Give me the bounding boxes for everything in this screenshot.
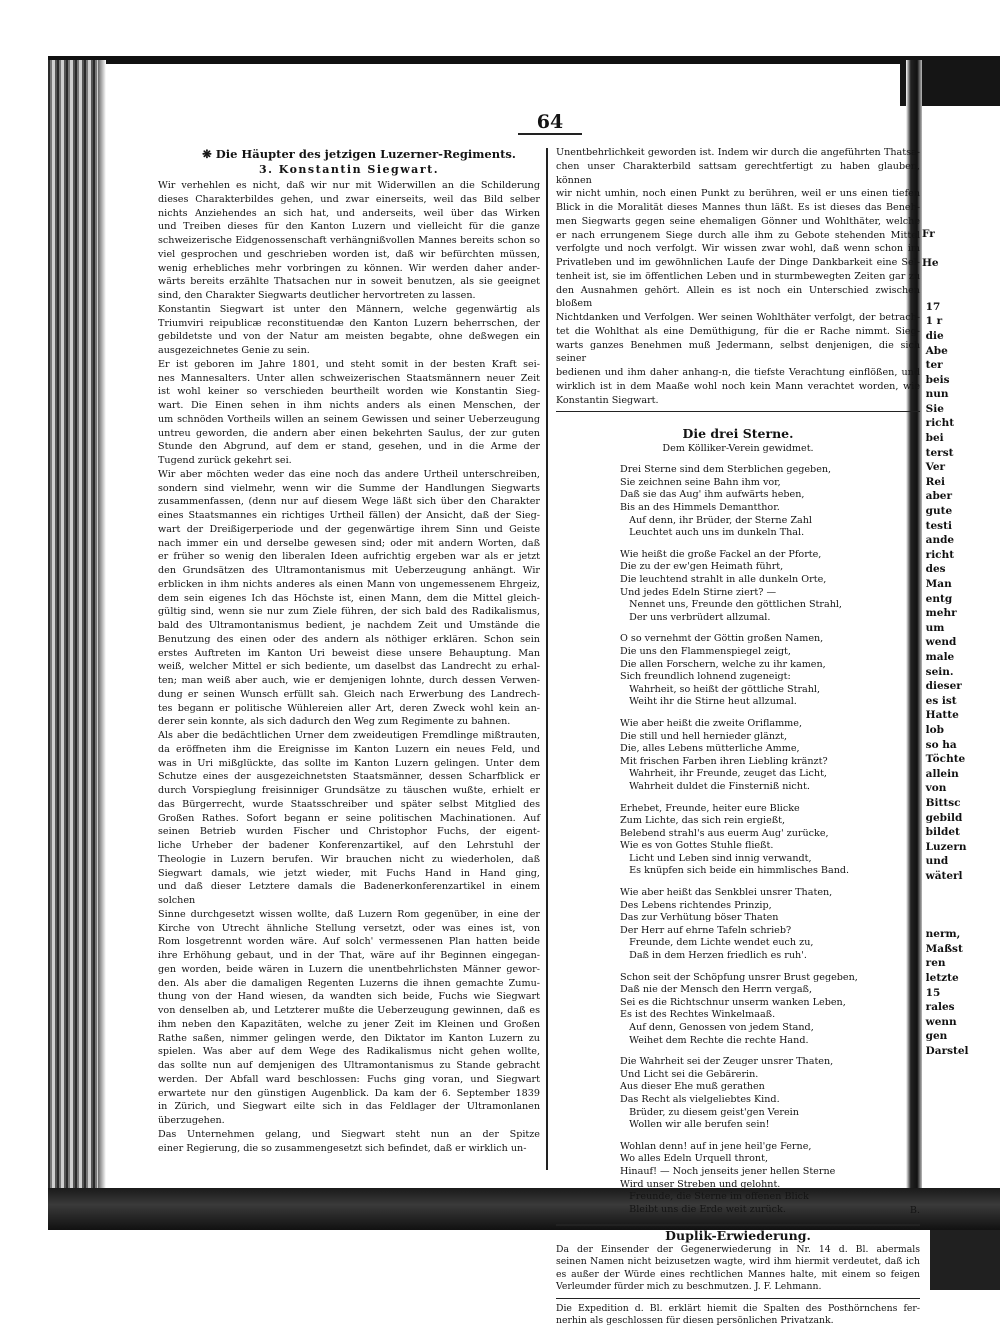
text-line: das sollte nun auf demjenigen des Ultramontanismus zu Stande gebracht — [158, 1060, 540, 1071]
article-title: ❋ Die Häupter des jetzigen Luzerner-Regiments. — [202, 147, 516, 161]
poem-dedication: Dem Kölliker-Verein gewidmet. — [662, 443, 814, 455]
text-line: von denselben ab, und Letzterer mußte die Ueberzeugung gewinnen, daß es — [158, 1005, 540, 1016]
text-line: Großen Rathes. Sofort begann er seine politischen Machinationen. Auf — [158, 812, 540, 824]
text-line: in Zürich, und Siegwart eilte sich in das Feldlager der Ultramonlanen — [158, 1101, 540, 1113]
text-line: nach immer ein und derselbe gewesen sind; oder mit andern Worten, daß — [158, 537, 540, 549]
text-line: Wir aber möchten weder das eine noch das andere Urtheil unterschreiben, — [158, 468, 540, 480]
section-rule — [556, 1298, 920, 1299]
text-line: werden. Der Abfall ward beschlossen: Fuchs ging voran, und Siegwart — [158, 1073, 540, 1085]
scan-edge-top — [48, 56, 1000, 64]
text-line: tes begann er politische Wühlereien aller Art, deren Zweck wohl kein an- — [158, 702, 540, 714]
section-rule — [556, 411, 920, 412]
text-line: Das Unternehmen gelang, und Siegwart steht nun an der Spitze — [158, 1128, 540, 1140]
section-rule — [556, 1224, 920, 1226]
text-line: wenig erhebliches mehr vorbringen zu können. Wir werden daher ander- — [158, 262, 540, 274]
next-page-fragment: Fr He 17 1 r die Abe ter beis nun Sie richt bei terst Ver Rei aber gute testi ande richt des Man entg mehr um wend male sein. dieser es ist Hatte lob so ha Töchte allein von Bittsc gebild bildet Luzern und wäterl nerm, Maßst ren letzte 15 rales wenn gen Darstel — [922, 227, 969, 1057]
text-line: überzugehen. — [158, 1115, 225, 1126]
text-line: wart. Die Einen sehen in ihm nichts anders als einen Menschen, der — [158, 400, 540, 411]
text-line: Triumviri reipublicæ reconstituendæ den Kanton Luzern beherrschen, der — [158, 317, 540, 329]
text-line: bedienen und ihm daher anhang-n, die tiefste Verachtung einflößen, und — [556, 367, 920, 378]
text-line: liche Urheber der badener Konferenzartikel, auf den Lehrstuhl der — [158, 840, 540, 851]
duplik-body — [556, 1244, 920, 1294]
text-line: nes Mannesalters. Unter allen schweizerischen Staatsmännern neuer Zeit — [158, 372, 540, 384]
text-line: sind, den Charakter Siegwarts deutlicher hervortreten zu lassen. — [158, 290, 476, 301]
text-line: eines Staatsmannes ein richtiges Urtheil fällen) der Ansicht, daß der Sieg- — [158, 510, 540, 521]
text-line: erstes Auftreten im Kanton Uri beweist diese unsere Behauptung. Man — [158, 647, 540, 659]
poem-body — [556, 464, 920, 1218]
text-line: er nach errungenem Siege durch alle ihm zu Gebote stehenden Mittel — [556, 229, 920, 241]
text-line: gebildetste und von der Natur am meisten begabte, ohne deßwegen ein — [158, 331, 540, 343]
poem-stanza: Wohlan denn! auf in jene heil'ge Ferne, Wo alles Edeln Urquell thront, Hinauf! — Noch jenseits jener hellen Sterne Wird unser Streben und gelohnt. Freunde, die Sterne im offenen Blick Bleibt uns die Erde weit zurück. — [620, 1140, 836, 1215]
text-line: was in Uri mißglückte, das sollte im Kanton Luzern gelingen. Unter dem — [158, 757, 540, 769]
text-line: Konstantin Siegwart ist unter den Männern, welche gegenwärtig als — [158, 303, 540, 315]
scan-edge-corner-bottom — [930, 1230, 1000, 1290]
poem-signature: B. — [909, 1205, 920, 1217]
text-line: wärts bereits erzählte Thatsachen nur in soweit benutzen, als sie geeignet — [158, 276, 540, 288]
text-line: ist wohl keiner so verschieden beurtheilt worden wie Konstantin Sieg- — [158, 386, 540, 398]
text-line: Schutze eines der ausgezeichnetsten Staatsmänner, dessen Scharfblick er — [158, 771, 540, 783]
text-line: warts ganzes Benehmen muß Jedermann, selbst denjenigen, die sich seiner — [556, 339, 920, 365]
text-line: schweizerische Eidgenossenschaft verhängnißvollen Mannes bereits schon so — [158, 235, 540, 246]
text-line: nerhin als geschlossen für diesen persönlichen Privatzank. — [556, 1315, 834, 1327]
poem-stanza: Wie aber heißt das Senkblei unsrer Thaten, Des Lebens richtendes Prinzip, Das zur Verhütung böser Thaten Der Herr auf ehrne Tafeln schrieb? Freunde, dem Lichte wendet euch zu, Daß in dem Herzen friedlich es ruh'. — [620, 887, 833, 962]
text-line: gültig sind, wenn sie nur zum Ziele führen, der sich bald des Radikalismus, — [158, 606, 540, 618]
poem-stanza: Erhebet, Freunde, heiter eure Blicke Zum Lichte, das sich rein ergießt, Belebend strahl's aus euerm Aug' zurücke, Wie es von Gottes Stuhle fließt. Licht und Leben sind innig verwandt, Es knüpfen sich beide ein himmlisches Band. — [620, 802, 850, 877]
text-line: tet die Wohlthat als eine Demüthigung, für die er Rache nimmt. Sieg- — [556, 325, 920, 337]
text-line: weiß, welcher Mittel er sich bediente, um daselbst das Landrecht zu erhal- — [158, 661, 540, 673]
binding-shadow — [98, 60, 106, 1210]
text-line: Unentbehrlichkeit geworden ist. Indem wir durch die angeführten Thatsa- — [556, 147, 920, 158]
text-line: Verleumder fürder mich zu beschmutzen. J. F. Lehmann. — [556, 1281, 822, 1293]
right-column — [556, 146, 920, 1328]
text-line: Privatleben und im gewöhnlichen Laufe der Dinge Dankbarkeit eine Sel- — [556, 257, 920, 268]
text-line: um schnöden Vortheils willen an seinem Gewissen und seiner Ueberzeugung — [158, 413, 540, 425]
text-line: Kirche von Utrecht ähnliche Stellung versetzt, oder was eines ist, von — [158, 922, 540, 934]
text-line: spielen. Was aber auf dem Wege des Radikalismus nicht gehen wollte, — [158, 1046, 540, 1058]
text-line: Als aber die bedächtlichen Urner dem zweideutigen Fremdlinge mißtrauten, — [158, 730, 540, 741]
text-line: Blick in die Moralität dieses Mannes thun läßt. Es ist dieses das Beneh- — [556, 202, 920, 213]
text-line: Da der Einsender der Gegenerwiederung in Nr. 14 d. Bl. abermals — [556, 1243, 920, 1255]
text-line: Er ist geboren im Jahre 1801, und steht somit in der besten Kraft sei- — [158, 358, 540, 370]
text-line: den. Als aber die damaligen Regenten Luzerns die ihnen gemachte Zumu- — [158, 977, 540, 989]
text-line: und Treiben dieses für den Kanton Luzern und vielleicht für die ganze — [158, 221, 540, 233]
book-binding-edge — [48, 60, 100, 1210]
article-body — [158, 179, 540, 1155]
text-line: ten; man weiß aber auch, wie er demjenigen lohnte, durch dessen Verwen- — [158, 675, 540, 686]
text-line: tenheit ist, sie im öffentlichen Leben und in sturmbewegten Zeiten gar zu — [556, 270, 920, 282]
text-line: sondern sind vielmehr, wenn wir die Summe der Handlungen Siegwarts — [158, 482, 540, 494]
text-line: ihre Erhöhung gebaut, und in der That, wäre auf ihr Beginnen eingegan- — [158, 950, 540, 961]
page-number-rule — [518, 133, 582, 135]
text-line: erblicken in ihm nichts anderes als einen Mann von ungemessenem Ehrgeiz, — [158, 578, 540, 590]
poem-stanza: Die Wahrheit sei der Zeuger unsrer Thaten, Und Licht sei die Gebärerin. Aus dieser Ehe muß gerathen Das Recht als vielgeliebtes Kind. Brüder, zu diesem geist'gen Verein Wollen wir alle berufen sein! — [620, 1056, 834, 1131]
poem-stanza: Wie heißt die große Fackel an der Pforte, Die zu der ew'gen Heimath führt, Die leuchtend strahlt in alle dunkeln Orte, Und jedes Edeln Stirne ziert? — Nennet uns, Freunde den göttlichen Strahl, Der uns verbrüdert allzumal. — [620, 548, 842, 623]
text-line: den Ausnahmen gehört. Allein es ist noch ein Unterschied zwischen bloßem — [556, 284, 920, 310]
text-line: Nichtdanken und Verfolgen. Wer seinen Wohlthäter verfolgt, der betrach- — [556, 312, 920, 323]
text-line: Rom losgetrennt worden wäre. Auf solch' vermessenen Plan hatten beide — [158, 936, 540, 948]
text-line: Die Expedition d. Bl. erklärt hiemit die Spalten des Posthörnchens fer- — [556, 1302, 920, 1314]
text-line: viel gesprochen und geschrieben worden ist, daß wir befürchten müssen, — [158, 248, 540, 260]
text-line: bald des Ultramontanismus bedient, je nachdem Zeit und Umstände die — [158, 620, 540, 631]
text-line: ausgezeichnetes Genie zu sein. — [158, 345, 310, 356]
text-line: thung von der Hand wiesen, da wandten sich beide, Fuchs wie Siegwart — [158, 991, 540, 1003]
text-line: derer sein konnte, als sich dadurch den Weg zum Regimente zu bahnen. — [158, 716, 511, 728]
text-line: Wir verhehlen es nicht, daß wir nur mit Widerwillen an die Schilderung — [158, 180, 540, 191]
poem-stanza: Wie aber heißt die zweite Oriflamme, Die still und hell hernieder glänzt, Die, alles Lebens mütterliche Amme, Mit frischen Farben ihren Liebling kränzt? Wahrheit, ihr Freunde, zeuget das Licht, Wahrheit duldet die Finsterniß nicht. — [620, 717, 828, 792]
text-line: Konstantin Siegwart. — [556, 394, 659, 406]
scan-margin-top — [0, 0, 1000, 58]
left-column — [158, 146, 540, 1155]
text-line: ihm neben den Kapazitäten, welche zu jener Zeit im Kleinen und Großen — [158, 1018, 540, 1030]
text-line: nichts Anziehendes an sich hat, und anderseits, weil über das Wirken — [158, 207, 540, 219]
text-line: und daß dieser Letztere damals die Badenerkonferenzartikel in einem solchen — [158, 881, 540, 906]
text-line: chen unser Charakterbild sattsam gerechtfertigt zu haben glauben, können — [556, 160, 920, 186]
text-line: Stunde den Abgrund, auf dem er stand, gesehen, und in die Arme der — [158, 441, 540, 453]
text-line: es außer der Würde eines rechtlichen Mannes halte, mit einem so feigen — [556, 1268, 920, 1280]
text-line: Sinne durchgesetzt wissen wollte, daß Luzern Rom gegenüber, in eine der — [158, 908, 540, 920]
poem-stanza: O so vernehmt der Göttin großen Namen, Die uns den Flammenspiegel zeigt, Die allen Forschern, welche zu ihr kamen, Sich freundlich lohnend zugeneigt: Wahrheit, so heißt der göttliche Strahl, Weiht ihr die Stirne heut allzumal. — [620, 633, 826, 708]
text-line: dung er seinen Wunsch erfüllt sah. Gleich nach Erwerbung des Landrech- — [158, 688, 540, 700]
text-line: einer Regierung, die so zusammengesetzt sich befindet, daß er wirklich un- — [158, 1142, 527, 1154]
text-line: durch Vorspieglung freisinniger Grundsätze zu täuschen wußte, erhielt er — [158, 785, 540, 796]
text-line: untreu geworden, die andern aber einen bekehrten Saulus, der zur guten — [158, 427, 540, 439]
text-line: das Bürgerrecht, wurde Staatsschreiber und später selbst Mitglied des — [158, 798, 540, 810]
text-line: wirklich ist in dem Maaße wohl noch kein Mann verachtet worden, wie — [556, 380, 920, 392]
text-line: Theologie in Luzern berufen. Wir brauchen nicht zu wiederholen, daß — [158, 853, 540, 865]
text-line: Siegwart damals, wie jetzt wieder, mit Fuchs Hand in Hand ging, — [158, 867, 540, 879]
duplik-title: Duplik-Erwiederung. — [665, 1227, 811, 1243]
text-line: seinen Betrieb wurden Fischer und Christophor Fuchs, der eigent- — [158, 826, 540, 838]
text-line: men Siegwarts gegen seine ehemaligen Gönner und Wohlthäter, welche — [556, 215, 920, 227]
text-line: zusammenfassen, (denn nur auf diesem Wege läßt sich über den Charakter — [158, 496, 540, 508]
text-line: dem sein eigenes Ich das Höchste ist, einen Mann, dem die Mittel gleich- — [158, 592, 540, 604]
text-line: gen worden, beide wären in Luzern die unentbehrlichsten Männer gewor- — [158, 963, 540, 975]
column-divider — [546, 148, 548, 1170]
article-body-continued — [556, 146, 920, 407]
text-line: wir nicht umhin, noch einen Punkt zu berühren, weil er uns einen tiefen — [556, 188, 920, 200]
text-line: Tugend zurück gekehrt sei. — [158, 455, 292, 466]
text-line: Rathe saßen, nimmer gelingen werde, den Diktator im Kanton Luzern zu — [158, 1032, 540, 1044]
page-number: 64 — [536, 111, 564, 133]
text-line: erwartete nur den günstigen Augenblick. Da kam der 6. September 1839 — [158, 1087, 540, 1099]
poem-stanza: Drei Sterne sind dem Sterblichen gegeben, Sie zeichnen seine Bahn ihm vor, Daß sie das Aug' ihm aufwärts heben, Bis an des Himmels Demantthor. Auf denn, ihr Brüder, der Sterne Zahl Leuchtet auch uns im dunkeln Thal. — [620, 464, 832, 539]
text-line: wart der Dreißigerperiode und der gegenwärtige ihrem Sinn und Geiste — [158, 523, 540, 535]
text-line: seinen Namen nicht beizusetzen wagte, wird ihm hiermit verdeutet, daß ich — [556, 1256, 920, 1268]
text-line: den Grundsätzen des Ultramontanismus mit Ueberzeugung anhängt. Wir — [158, 565, 540, 576]
poem-title: Die drei Sterne. — [682, 426, 794, 442]
text-line: verfolgte und noch verfolgt. Wir wissen zwar wohl, daß wenn schon im — [556, 243, 920, 255]
text-line: dieses Charakterbildes gehen, und zwar einerseits, weil das Bild selber — [158, 193, 540, 205]
text-line: da eröffneten ihm die Ereignisse im Kanton Luzern ein neues Feld, und — [158, 743, 540, 755]
expedition-notice — [556, 1303, 920, 1328]
article-subtitle: 3. Konstantin Siegwart. — [258, 163, 440, 176]
text-line: Benutzung des einen oder des andern als nöthiger erklären. Schon sein — [158, 633, 540, 645]
text-line: er früher so wenig den liberalen Ideen aufrichtig ergeben war als er jetzt — [158, 551, 540, 563]
poem-stanza: Schon seit der Schöpfung unsrer Brust gegeben, Daß nie der Mensch den Herrn vergaß, Sei es die Richtschnur unserm wanken Leben, Es ist des Rechtes Winkelmaaß. Auf denn, Genossen von jedem Stand, Weihet dem Rechte die rechte Hand. — [620, 971, 858, 1046]
